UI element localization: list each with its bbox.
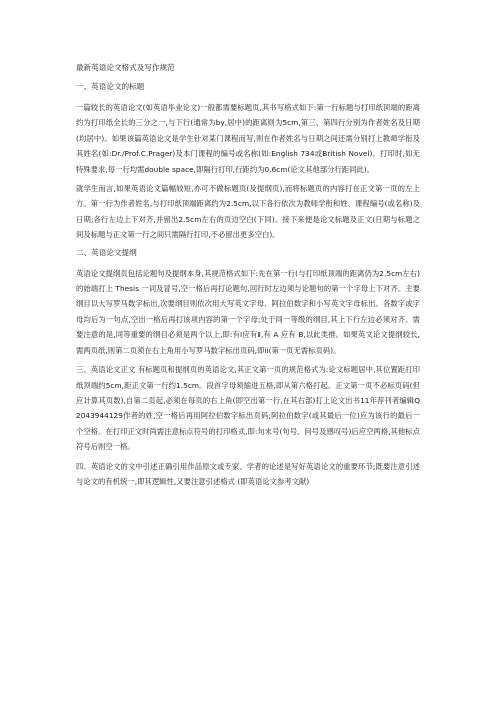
paragraph: 英语论文提纲页包括论题句及提纲本身,其规范格式如下:先在第一行(与打印纸顶端的距离仍为2.5cm左右)的始端打上 Thesis 一词及冒号,空一格后再打论题句,回行时左边须与论题句的第一个字母上下对齐。主要纲目以大写罗马数字标出,次要纲目则依次用大写英文字母、阿拉伯数字和小写英文字母标出。各数字或字母均后为一句点,空出一格后再打该项内容的第一个字母;处于同一等级的纲目,其上下行左边必须对齐。需要注意的是,同等重要的纲目必须是两个以上,即:有Ⅰ应有Ⅱ,有 A 应有 B,以此类推。如果英文论文提纲较长,需两页纸,则第二页须在右上角用小写罗马数字标出页码,即ii(第一页无需标页码)。	[76, 268, 420, 355]
paragraph: 三、英语论文正文 有标题页和提纲页的英语论文,其正文第一页的规范格式为:论文标题居中,其位置距打印纸顶端约5cm,距正文第一行约1.5cm。段首字母须缩进五格,即从第六格打起。正文第一页不必标页码(但应计算其页数),自第二页起,必须在每页的右上角(即空出第一行,在其右部)打上论文出书11年荐刊者编辑Q2043944129作者的姓,空一格后再用阿拉伯数字标出页码;阿拉伯数字(或其最后一位)应为该行的最后一个空格。在打印正文时尚需注意标点符号的打印格式,即:句末号(句号、问号及感叹号)后应空两格,其他标点符号后则空一格。	[76, 365, 420, 452]
paragraph: 四、英语论文的文中引述正确引用作品原文或专家、学者的论述是写好英语论文的重要环节;既要注意引述与论文的有机统一,即其逻辑性,又要注意引述格式 (即英语论文参考文献)	[76, 461, 420, 486]
section-heading-title: 一、英语论文的标题	[76, 82, 145, 91]
document-body	[76, 62, 420, 493]
paragraph: 一篇较长的英语论文(如英语毕业论文)一般都需要标题页,其书写格式如下:第一行标题与打印纸顶端的距离约为打印纸全长的三分之一,与下行(通常为by,居中)的距离则为5cm,第三、第四行分别为作者姓名及日期(均居中)。如果该篇英语论文是学生针对某门课程而写,则在作者姓名与日期之间还需分别打上教师学衔及其姓名(如:Dr./Prof.C.Prager)及本门课程的编号或名称(如:English 734或British Novel)。打印时,如无特殊要求,每一行均需double space,即隔行打印,行距约为0.6cm(论文其他部分行距同此)。	[76, 103, 420, 174]
paragraph: 就学生而言,如果英语论文篇幅较短,亦可不做标题页(及提纲页),而将标题页的内容打在正文第一页的左上方。第一行为作者姓名,与打印纸顶端距离约为2.5cm,以下各行依次为教师学衔和姓、课程编号(或名称)及日期;各行左边上下对齐,并留出2.5cm左右的页边空白(下同)。接下来便是论文标题及正文(日期与标题之间及标题与正文第一行之间只需隔行打印,不必留出更多空白)。	[76, 184, 420, 240]
section-heading-outline: 二、英语论文提纲	[76, 247, 137, 257]
document-title: 最新英语论文格式及写作规范	[76, 63, 175, 72]
